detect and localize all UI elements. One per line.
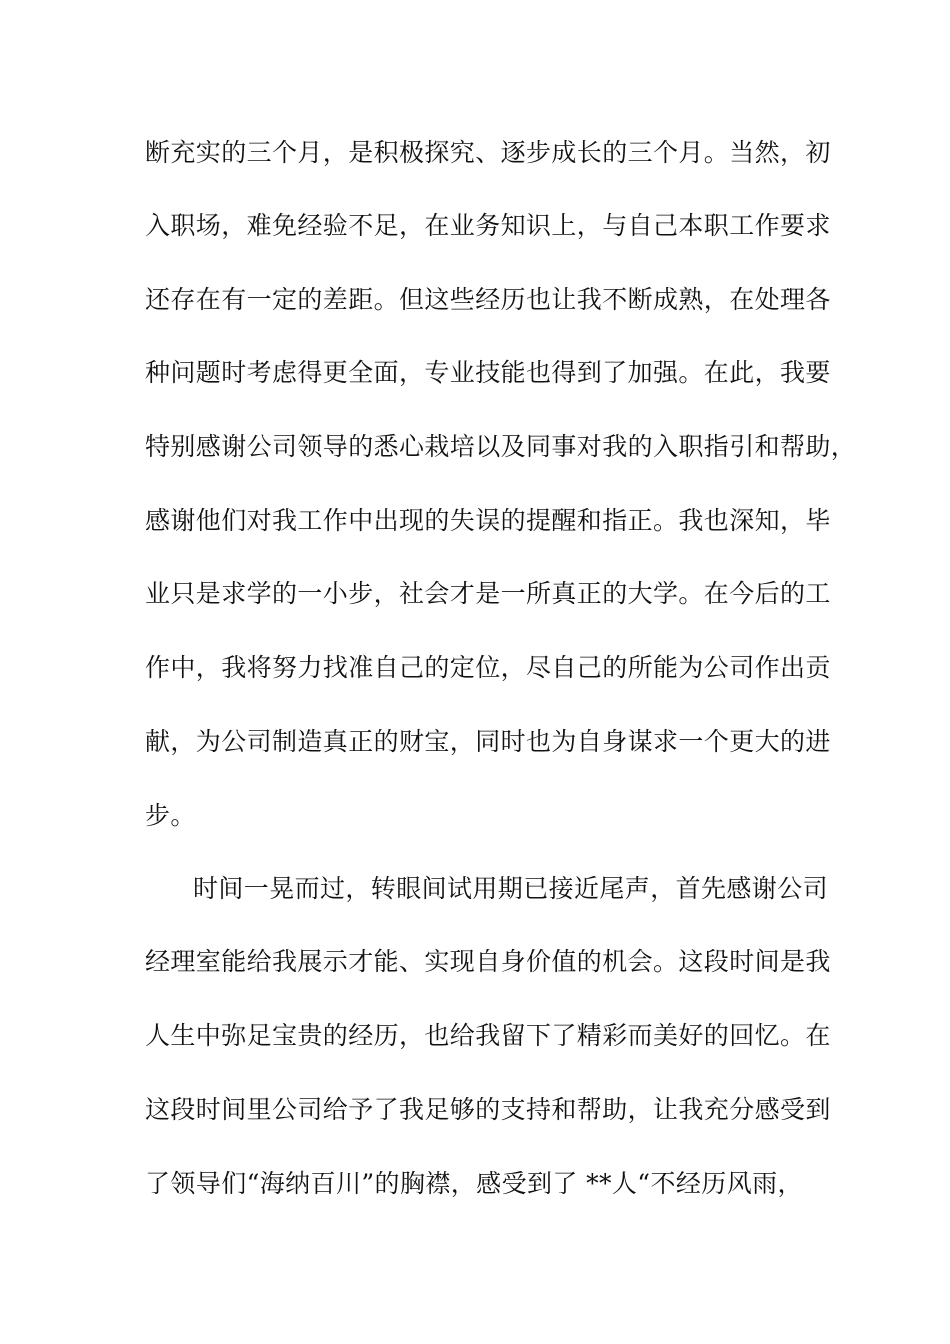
- text-line: 入职场，难免经验不足，在业务知识上，与自己本职工作要求: [145, 211, 831, 240]
- text-line: 还存在有一定的差距。但这些经历也让我不断成熟，在处理各: [145, 285, 831, 314]
- text-line: 献，为公司制造真正的财宝，同时也为自身谋求一个更大的进: [145, 727, 831, 756]
- text-line: 了领导们“海纳百川”的胸襟，感受到了 **人“不经历风雨，: [145, 1169, 803, 1198]
- text-line: 作中，我将努力找准自己的定位，尽自己的所能为公司作出贡: [145, 653, 831, 682]
- text-line: 种问题时考虑得更全面，专业技能也得到了加强。在此，我要: [145, 358, 831, 387]
- text-line: 这段时间里公司给予了我足够的支持和帮助，让我充分感受到: [145, 1095, 831, 1124]
- text-line: 感谢他们对我工作中出现的失误的提醒和指正。我也深知，毕: [145, 506, 831, 535]
- text-line: 人生中弥足宝贵的经历，也给我留下了精彩而美好的回忆。在: [145, 1021, 831, 1050]
- text-line: 断充实的三个月，是积极探究、逐步成长的三个月。当然，初: [145, 138, 831, 167]
- text-line: 业只是求学的一小步，社会才是一所真正的大学。在今后的工: [145, 579, 831, 608]
- text-line: 时间一晃而过，转眼间试用期已接近尾声，首先感谢公司: [193, 874, 829, 903]
- text-line: 特别感谢公司领导的悉心栽培以及同事对我的入职指引和帮助，: [145, 432, 857, 461]
- text-line: 经理室能给我展示才能、实现自身价值的机会。这段时间是我: [145, 947, 831, 976]
- text-line: 步。: [145, 801, 196, 830]
